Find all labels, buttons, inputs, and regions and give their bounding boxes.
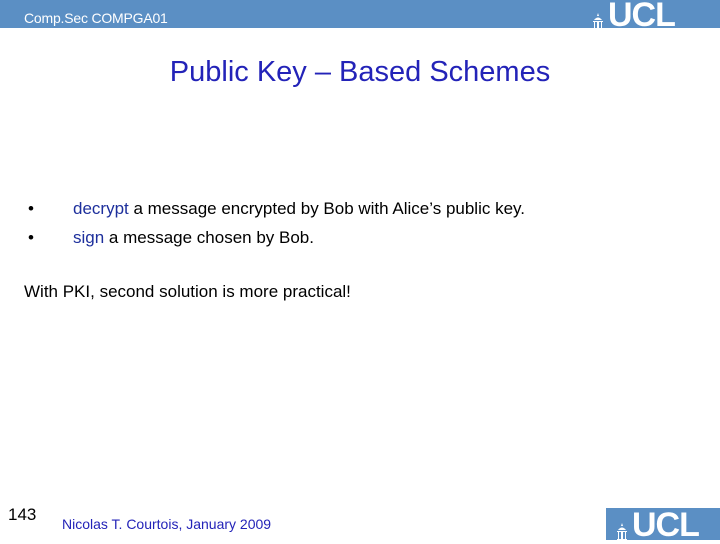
bullet-text <box>73 228 314 248</box>
bullet-marker: • <box>28 227 34 247</box>
bullet-text <box>73 199 525 219</box>
bullet-keyword: sign <box>73 227 105 247</box>
conclusion-note: With PKI, second solution is more practical! <box>24 282 351 301</box>
bullet-rest: a message chosen by Bob. <box>104 227 314 247</box>
footer-author-date: Nicolas T. Courtois, January 2009 <box>62 516 272 532</box>
course-label: Comp.Sec COMPGA01 <box>24 10 168 26</box>
page-number: 143 <box>8 505 37 524</box>
ucl-logo-bottom <box>606 506 720 544</box>
bullet-item <box>28 194 525 223</box>
portico-icon <box>616 522 628 540</box>
bullet-rest: a message encrypted by Bob with Alice’s public key. <box>128 198 525 218</box>
slide-title: Public Key – Based Schemes <box>169 56 551 88</box>
bullet-keyword: decrypt <box>73 198 129 218</box>
bullet-item <box>28 223 525 252</box>
ucl-logo-top <box>592 0 675 34</box>
ucl-logo-text: UCL <box>632 506 699 544</box>
ucl-logo-text: UCL <box>608 0 675 34</box>
bullet-marker: • <box>28 198 34 218</box>
bullet-list <box>28 194 525 252</box>
portico-icon <box>592 12 604 30</box>
